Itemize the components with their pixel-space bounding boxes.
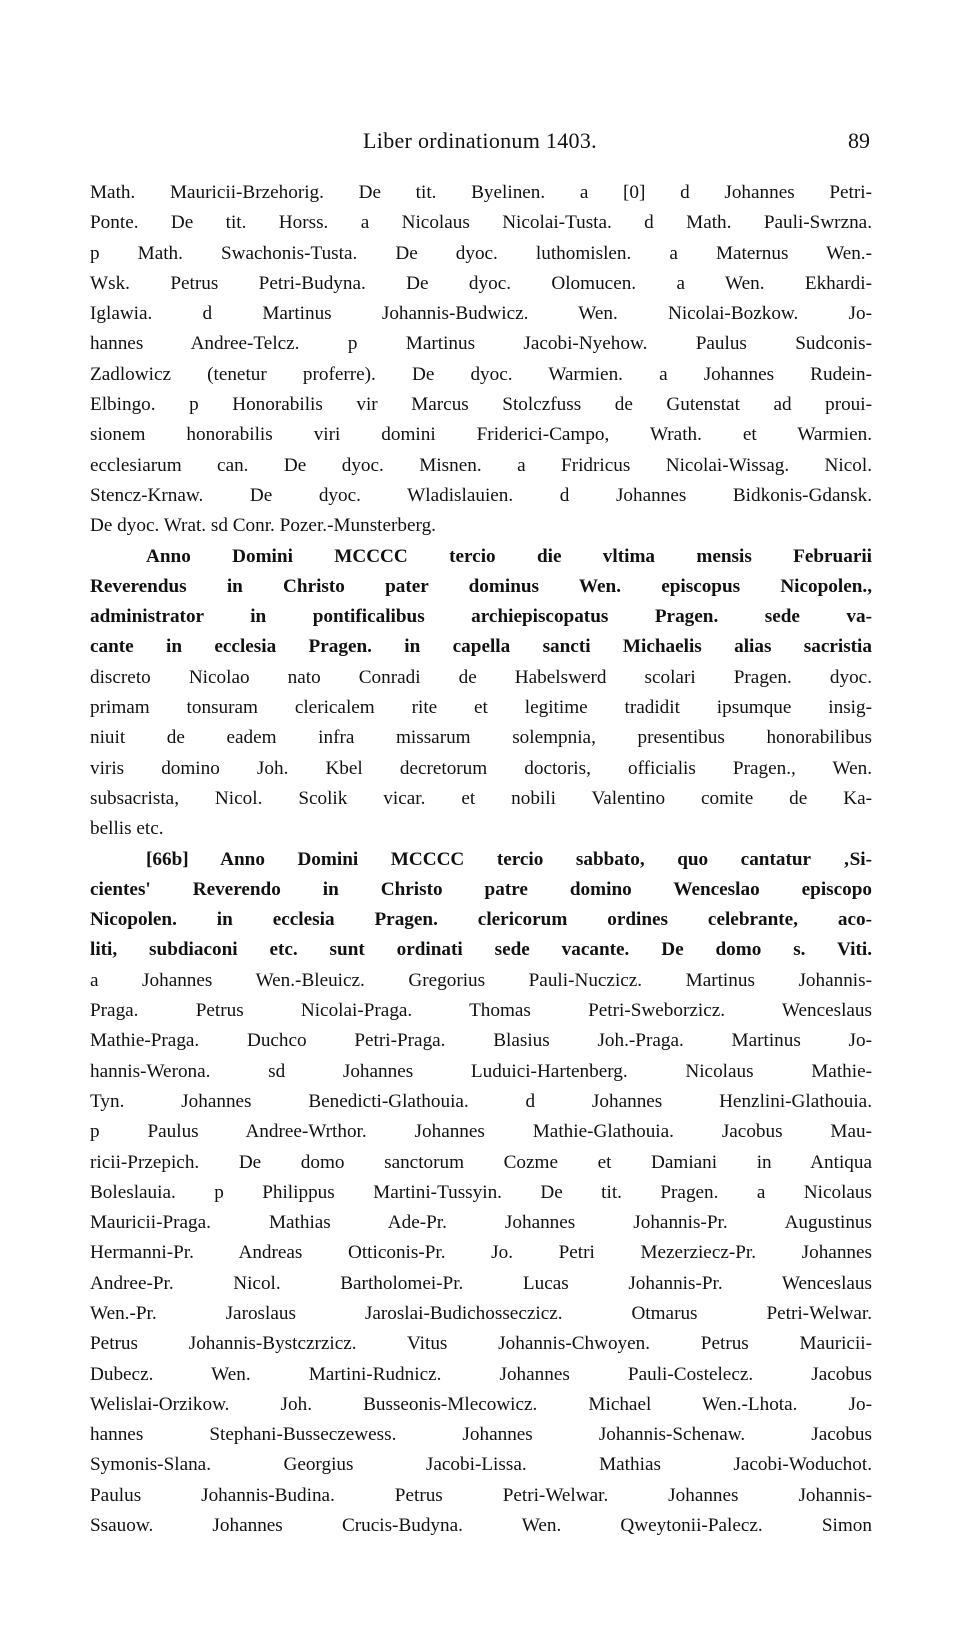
text-line: p Paulus Andree-Wrthor. Johannes Mathie-Glathouia. Jacobus Mau- xyxy=(90,1121,872,1143)
text-line: hannes Stephani-Busseczewess. Johannes Johannis-Schenaw. Jacobus xyxy=(90,1424,872,1446)
text-line: Paulus Johannis-Budina. Petrus Petri-Welwar. Johannes Johannis- xyxy=(90,1484,872,1506)
page-title: Liber ordinationum 1403. xyxy=(363,128,597,153)
text-line: De dyoc. Wrat. sd Conr. Pozer.-Munsterberg. xyxy=(90,515,436,537)
text-line: Symonis-Slana. Georgius Jacobi-Lissa. Mathias Jacobi-Woduchot. xyxy=(90,1454,872,1476)
text-line: [66b] Anno Domini MCCCC tercio sabbato, quo cantatur ‚Si- xyxy=(146,848,872,870)
text-line: cientes' Reverendo in Christo patre domino Wenceslao episcopo xyxy=(90,878,872,900)
text-line: bellis etc. xyxy=(90,818,164,840)
text-line: niuit de eadem infra missarum solempnia, presentibus honorabilibus xyxy=(90,727,872,749)
text-line: Wsk. Petrus Petri-Budyna. De dyoc. Olomucen. a Wen. Ekhardi- xyxy=(90,272,872,294)
text-line: Boleslauia. p Philippus Martini-Tussyin. De tit. Pragen. a Nicolaus xyxy=(90,1181,872,1203)
text-line: sionem honorabilis viri domini Friderici-Campo, Wrath. et Warmien. xyxy=(90,424,872,446)
text-line: Ponte. De tit. Horss. a Nicolaus Nicolai-Tusta. d Math. Pauli-Swrzna. xyxy=(90,212,872,234)
text-line: Nicopolen. in ecclesia Pragen. clericorum ordines celebrante, aco- xyxy=(90,909,872,931)
text-line: primam tonsuram clericalem rite et legitime tradidit ipsumque insig- xyxy=(90,697,872,719)
text-line: Andree-Pr. Nicol. Bartholomei-Pr. Lucas Johannis-Pr. Wenceslaus xyxy=(90,1272,872,1294)
running-header xyxy=(90,128,870,158)
text-line: Mathie-Praga. Duchco Petri-Praga. Blasius Joh.-Praga. Martinus Jo- xyxy=(90,1030,872,1052)
text-line: Math. Mauricii-Brzehorig. De tit. Byelinen. a [0] d Johannes Petri- xyxy=(90,182,872,203)
text-line: Welislai-Orzikow. Joh. Busseonis-Mlecowicz. Michael Wen.-Lhota. Jo- xyxy=(90,1393,872,1415)
text-line: a Johannes Wen.-Bleuicz. Gregorius Pauli-Nuczicz. Martinus Johannis- xyxy=(90,969,872,991)
text-line: subsacrista, Nicol. Scolik vicar. et nobili Valentino comite de Ka- xyxy=(90,787,872,809)
text-line: Dubecz. Wen. Martini-Rudnicz. Johannes Pauli-Costelecz. Jacobus xyxy=(90,1363,872,1385)
text-line: Iglawia. d Martinus Johannis-Budwicz. Wen. Nicolai-Bozkow. Jo- xyxy=(90,303,872,325)
text-line: administrator in pontificalibus archiepiscopatus Pragen. sede va- xyxy=(90,606,872,628)
text-line: hannes Andree-Telcz. p Martinus Jacobi-Nyehow. Paulus Sudconis- xyxy=(90,333,872,355)
text-line: ricii-Przepich. De domo sanctorum Cozme et Damiani in Antiqua xyxy=(90,1151,872,1173)
body-text xyxy=(90,178,872,1541)
paragraph-sabbato-ordinations xyxy=(90,845,872,1542)
text-line: Stencz-Krnaw. De dyoc. Wladislauien. d Johannes Bidkonis-Gdansk. xyxy=(90,484,872,506)
text-line: Anno Domini MCCCC tercio die vltima mensis Februarii xyxy=(146,545,872,567)
text-line: p Math. Swachonis-Tusta. De dyoc. luthomislen. a Maternus Wen.- xyxy=(90,242,872,264)
text-line: discreto Nicolao nato Conradi de Habelswerd scolari Pragen. dyoc. xyxy=(90,666,872,688)
text-line: Reverendus in Christo pater dominus Wen. episcopus Nicopolen., xyxy=(90,575,872,597)
text-line: Petrus Johannis-Bystczrzicz. Vitus Johannis-Chwoyen. Petrus Mauricii- xyxy=(90,1333,872,1355)
paragraph-tonsure-entry xyxy=(90,542,872,845)
text-line: Elbingo. p Honorabilis vir Marcus Stolczfuss de Gutenstat ad proui- xyxy=(90,394,872,416)
text-line: hannis-Werona. sd Johannes Luduici-Hartenberg. Nicolaus Mathie- xyxy=(90,1060,872,1082)
text-line: Wen.-Pr. Jaroslaus Jaroslai-Budichosseczicz. Otmarus Petri-Welwar. xyxy=(90,1302,872,1324)
text-line: cante in ecclesia Pragen. in capella sancti Michaelis alias sacristia xyxy=(90,636,872,658)
paragraph-ordinations-list xyxy=(90,178,872,542)
text-line: viris domino Joh. Kbel decretorum doctoris, officialis Pragen., Wen. xyxy=(90,757,872,779)
text-line: liti, subdiaconi etc. sunt ordinati sede vacante. De domo s. Viti. xyxy=(90,939,872,961)
text-line: Zadlowicz (tenetur proferre). De dyoc. Warmien. a Johannes Rudein- xyxy=(90,363,872,385)
text-line: Tyn. Johannes Benedicti-Glathouia. d Johannes Henzlini-Glathouia. xyxy=(90,1090,872,1112)
text-line: Mauricii-Praga. Mathias Ade-Pr. Johannes Johannis-Pr. Augustinus xyxy=(90,1212,872,1234)
text-line: Hermanni-Pr. Andreas Otticonis-Pr. Jo. Petri Mezerziecz-Pr. Johannes xyxy=(90,1242,872,1264)
text-line: Praga. Petrus Nicolai-Praga. Thomas Petri-Sweborzicz. Wenceslaus xyxy=(90,1000,872,1022)
text-line: Ssauow. Johannes Crucis-Budyna. Wen. Qweytonii-Palecz. Simon xyxy=(90,1515,872,1537)
text-line: ecclesiarum can. De dyoc. Misnen. a Fridricus Nicolai-Wissag. Nicol. xyxy=(90,454,872,476)
page-number: 89 xyxy=(848,128,870,153)
